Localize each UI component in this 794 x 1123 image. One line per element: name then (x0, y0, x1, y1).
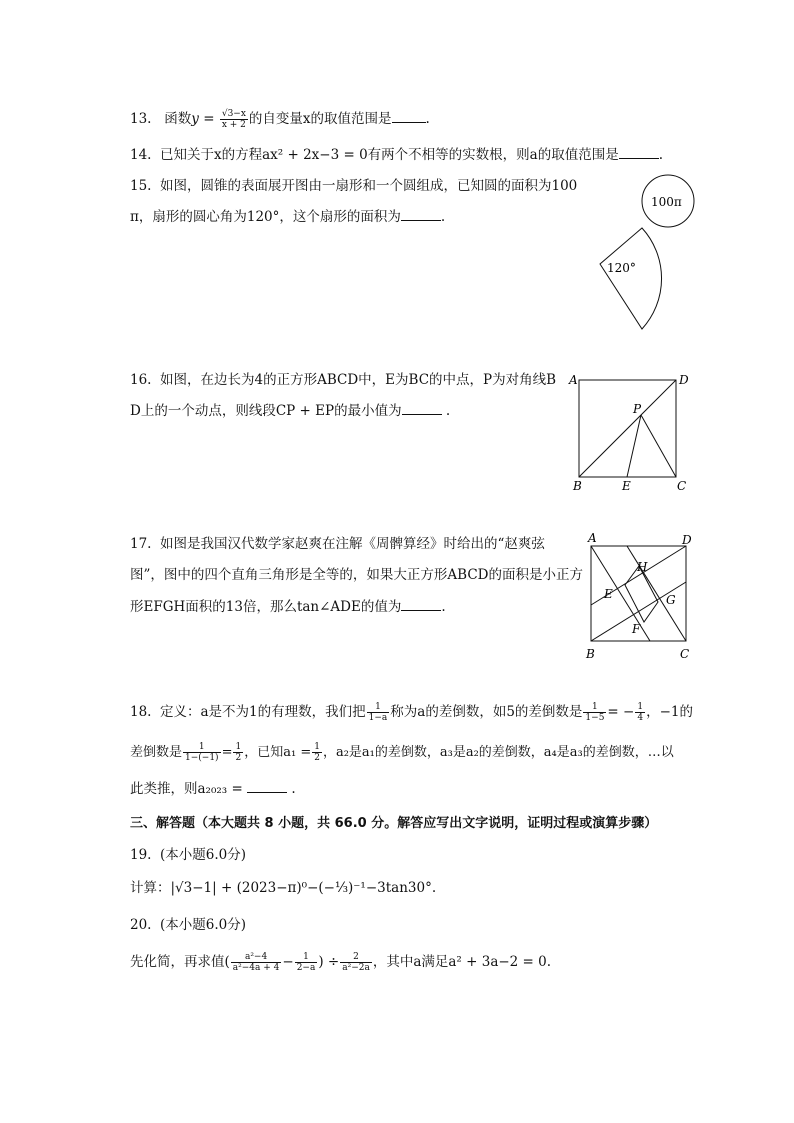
q13-expr: y = (191, 111, 215, 127)
q17-figure (580, 530, 700, 665)
label-a: A (588, 531, 597, 545)
label-b: B (586, 647, 595, 661)
q13-fraction: $\frac{√3-x}{x + 2}$ (221, 109, 246, 130)
answer-blank[interactable] (247, 778, 287, 793)
question-number: 17. (130, 536, 152, 552)
question-number: 15. (130, 178, 152, 194)
question-15 (130, 176, 577, 196)
answer-blank[interactable] (401, 596, 441, 611)
label-d: D (682, 533, 692, 547)
q19-calc: 计算：|√3−1| + (2023−π)⁰−(−⅓)⁻¹−3tan30°. (130, 880, 437, 896)
question-15-cont: π，扇形的圆心角为120°，这个扇形的面积为 . (130, 206, 445, 227)
inner-square (625, 566, 658, 622)
question-number: 18. (130, 704, 152, 720)
answer-blank[interactable] (402, 400, 442, 415)
label-g: G (666, 593, 676, 607)
q13-post: 的自变量x的取值范围是 (248, 111, 392, 127)
label-e: E (604, 587, 613, 601)
fraction: $\frac{1}{4}$ (637, 702, 644, 723)
question-number: 14. (130, 147, 152, 163)
answer-blank[interactable] (392, 108, 426, 123)
question-number: 16. (130, 372, 152, 388)
segment-pc (641, 415, 676, 477)
q17-line2: 图”，图中的四个直角三角形是全等的，如果大正方形ABCD的面积是小正方 (130, 567, 583, 583)
question-13: 13. 函数y = $\frac{√3-x}{x + 2}$ 的自变量x的取值范围是 . (130, 109, 430, 130)
score-note: (本小题6.0分) (160, 917, 247, 933)
question-19 (130, 845, 246, 865)
score-note: (本小题6.0分) (160, 847, 247, 863)
segment-pe (627, 415, 641, 477)
answer-blank[interactable] (401, 206, 441, 221)
label-c: C (677, 479, 687, 493)
q13-pre: 函数 (164, 111, 192, 127)
fraction: $\frac{1}{1-a}$ (368, 702, 388, 723)
fraction: $\frac{1}{2}$ (314, 742, 320, 763)
question-19-body (130, 878, 436, 898)
question-17-cont2: 形EFGH面积的13倍，那么tan∠ADE的值为 . (130, 596, 446, 617)
circle-label: 100π (651, 195, 682, 209)
fraction: $\frac{1}{2-a}$ (296, 952, 316, 973)
question-17 (130, 534, 545, 554)
question-18-cont1: 差倒数是 $\frac{1}{1-(-1)}$ = $\frac{1}{2}$ ，已知a₁ = $\frac{1}{2}$ ，a₂是a₁的差倒数，a₃是a₂的差倒数，a₄是a₃的差倒数，…以 (130, 742, 674, 763)
fraction: $\frac{1}{2}$ (235, 742, 242, 763)
q15-figure (590, 172, 710, 337)
q17-line3: 形EFGH面积的13倍，那么tan∠ADE的值为 (130, 599, 402, 615)
question-18-cont2: 此类推，则a₂₀₂₃ = . (130, 778, 296, 799)
question-20 (130, 915, 246, 935)
label-b: B (573, 479, 582, 493)
fraction: $\frac{1}{1-5}$ (585, 702, 605, 723)
question-number: 20. (130, 917, 152, 933)
label-p: P (633, 402, 642, 416)
q15-line2: π，扇形的圆心角为120°，这个扇形的面积为 (130, 209, 401, 225)
question-number: 13. (130, 111, 152, 127)
q16-line2: D上的一个动点，则线段CP + EP的最小值为 (130, 403, 402, 419)
question-number: 19. (130, 847, 152, 863)
fraction: $\frac{\text{a²−4}}{\text{a²−4a + 4}}$ (232, 952, 280, 973)
sector (600, 228, 662, 329)
question-17-cont1 (130, 565, 583, 585)
question-18: 18. 定义：a是不为1的有理数，我们把 $\frac{1}{1-a}$ 称为a的差倒数，如5的差倒数是 $\frac{1}{1-5}$ = − $\frac{1}{4}$ ，−1的 (130, 702, 693, 723)
fraction: $\frac{1}{1-(-1)}$ (185, 742, 219, 763)
angle-label: 120° (607, 261, 636, 275)
label-a: A (569, 373, 578, 387)
question-20-body: 先化简，再求值( $\frac{\text{a²−4}}{\text{a²−4a + 4}}$ − $\frac{1}{2-a}$ ) ÷ $\frac{2}{\text{a²−2a}}$ ，其中a满足a² + 3a−2 = 0. (130, 952, 552, 973)
label-e: E (622, 479, 631, 493)
q17-line1: 如图是我国汉代数学家赵爽在注解《周髀算经》时给出的“赵爽弦 (160, 536, 545, 552)
section-heading: 三、解答题（本大题共 8 小题，共 66.0 分。解答应写出文字说明，证明过程或演算步骤） (130, 816, 658, 831)
q16-figure (565, 368, 700, 498)
question-16-cont: D上的一个动点，则线段CP + EP的最小值为 . (130, 400, 450, 421)
q16-line1: 如图，在边长为4的正方形ABCD中，E为BC的中点，P为对角线B (160, 372, 557, 388)
q15-line1: 如图，圆锥的表面展开图由一扇形和一个圆组成，已知圆的面积为100 (160, 178, 578, 194)
label-c: C (680, 647, 690, 661)
label-h: H (637, 560, 648, 574)
label-d: D (679, 373, 689, 387)
question-14: 14. 已知关于x的方程ax² + 2x−3 = 0有两个不相等的实数根，则a的取值范围是 . (130, 144, 663, 165)
q14-text: 已知关于x的方程ax² + 2x−3 = 0有两个不相等的实数根，则a的取值范围是 (160, 147, 619, 163)
label-f: F (632, 622, 641, 636)
diagonal-bd (579, 380, 676, 477)
fraction: $\frac{2}{\text{a²−2a}}$ (342, 952, 370, 973)
question-16 (130, 370, 556, 390)
answer-blank[interactable] (619, 144, 659, 159)
